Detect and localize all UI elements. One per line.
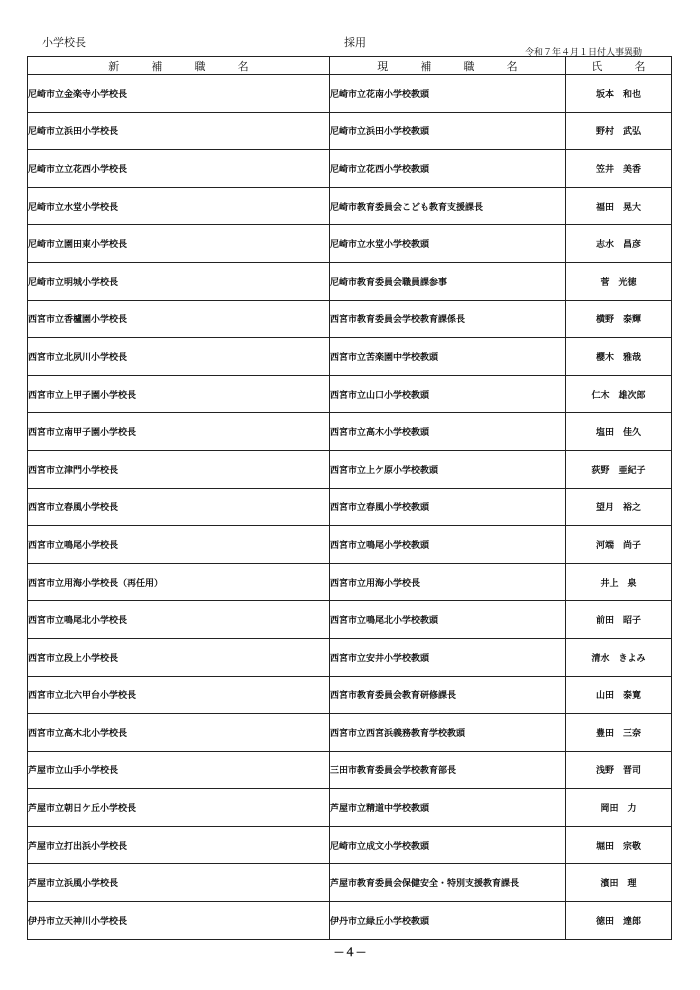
given-name: 昌彦 (623, 240, 642, 251)
new-post-cell: 西宮市立香櫨園小学校長 (28, 300, 330, 338)
current-post-cell: 尼崎市教育委員会こども教育支援課長 (330, 187, 566, 225)
personnel-table (27, 56, 672, 940)
family-name: 志水 (595, 240, 614, 251)
person-name-cell (566, 75, 672, 113)
new-post-cell: 尼崎市立浜田小学校長 (28, 112, 330, 150)
given-name: 晃大 (623, 202, 642, 213)
current-post-cell: 西宮市立鳴尾北小学校教頭 (330, 601, 566, 639)
person-name-cell (566, 150, 672, 188)
family-name: 堀田 (595, 841, 614, 852)
new-post-cell: 尼崎市立園田東小学校長 (28, 225, 330, 263)
category-label: 採用 (344, 36, 366, 49)
table-row (28, 338, 672, 376)
family-name: 望月 (595, 503, 614, 514)
table-row (28, 150, 672, 188)
given-name: 力 (627, 804, 637, 815)
person-name-cell (566, 826, 672, 864)
person-name-cell (566, 714, 672, 752)
person-name-cell (566, 864, 672, 902)
new-post-cell: 尼崎市立水堂小学校長 (28, 187, 330, 225)
current-post-cell: 尼崎市立花南小学校教頭 (330, 75, 566, 113)
header-current-post: 現 補 職 名 (330, 57, 566, 75)
given-name: 晋司 (623, 766, 642, 777)
current-post-cell: 西宮市立苦楽園中学校教頭 (330, 338, 566, 376)
family-name: 仁木 (591, 390, 610, 401)
new-post-cell: 西宮市立北六甲台小学校長 (28, 676, 330, 714)
current-post-cell: 伊丹市立緑丘小学校教頭 (330, 902, 566, 940)
family-name: 櫻木 (595, 352, 614, 363)
given-name: 裕之 (623, 503, 642, 514)
new-post-cell: 西宮市立高木北小学校長 (28, 714, 330, 752)
given-name: きよみ (618, 653, 646, 664)
person-name-cell (566, 563, 672, 601)
family-name: 浅野 (595, 766, 614, 777)
person-name-cell (566, 638, 672, 676)
new-post-cell: 西宮市立津門小学校長 (28, 450, 330, 488)
given-name: 宗敬 (623, 841, 642, 852)
family-name: 濱田 (600, 879, 619, 890)
table-row (28, 751, 672, 789)
new-post-cell: 芦屋市立浜風小学校長 (28, 864, 330, 902)
given-name: 亜紀子 (618, 465, 646, 476)
table-row (28, 262, 672, 300)
given-name: 泉 (627, 578, 637, 589)
table-row (28, 187, 672, 225)
person-name-cell (566, 300, 672, 338)
current-post-cell: 芦屋市立精道中学校教頭 (330, 789, 566, 827)
family-name: 井上 (600, 578, 619, 589)
given-name: 美香 (623, 164, 642, 175)
person-name-cell (566, 450, 672, 488)
new-post-cell: 西宮市立鳴尾北小学校長 (28, 601, 330, 639)
family-name: 岡田 (600, 804, 619, 815)
given-name: 理 (627, 879, 637, 890)
table-row (28, 789, 672, 827)
given-name: 光徳 (618, 277, 637, 288)
table-row (28, 112, 672, 150)
current-post-cell: 西宮市立鳴尾小学校教頭 (330, 526, 566, 564)
given-name: 佳久 (623, 428, 642, 439)
family-name: 河端 (595, 540, 614, 551)
person-name-cell (566, 601, 672, 639)
given-name: 武弘 (623, 127, 642, 138)
family-name: 福田 (595, 202, 614, 213)
table-row (28, 864, 672, 902)
person-name-cell (566, 902, 672, 940)
section-title: 小学校長 (42, 36, 86, 49)
table-row (28, 563, 672, 601)
table-row (28, 375, 672, 413)
current-post-cell: 西宮市立高木小学校教頭 (330, 413, 566, 451)
given-name: 雄次郎 (618, 390, 646, 401)
new-post-cell: 西宮市立南甲子園小学校長 (28, 413, 330, 451)
family-name: 山田 (595, 691, 614, 702)
current-post-cell: 西宮市立西宮浜義務教育学校教頭 (330, 714, 566, 752)
given-name: 和也 (623, 89, 642, 100)
table-row (28, 413, 672, 451)
person-name-cell (566, 375, 672, 413)
current-post-cell: 尼崎市立成文小学校教頭 (330, 826, 566, 864)
new-post-cell: 尼崎市立金楽寺小学校長 (28, 75, 330, 113)
given-name: 雅哉 (623, 352, 642, 363)
new-post-cell: 芦屋市立山手小学校長 (28, 751, 330, 789)
family-name: 清水 (591, 653, 610, 664)
table-row (28, 902, 672, 940)
current-post-cell: 尼崎市立水堂小学校教頭 (330, 225, 566, 263)
given-name: 尚子 (623, 540, 642, 551)
current-post-cell: 西宮市教育委員会教育研修課長 (330, 676, 566, 714)
current-post-cell: 西宮市教育委員会学校教育課係長 (330, 300, 566, 338)
current-post-cell: 西宮市立安井小学校教頭 (330, 638, 566, 676)
family-name: 横野 (595, 315, 614, 326)
table-row (28, 225, 672, 263)
new-post-cell: 尼崎市立立花西小学校長 (28, 150, 330, 188)
person-name-cell (566, 112, 672, 150)
person-name-cell (566, 225, 672, 263)
current-post-cell: 尼崎市立花西小学校教頭 (330, 150, 566, 188)
effective-date: 令和７年４月１日付人事異動 (524, 48, 642, 58)
new-post-cell: 尼崎市立明城小学校長 (28, 262, 330, 300)
family-name: 豊田 (595, 728, 614, 739)
new-post-cell: 西宮市立用海小学校長（再任用） (28, 563, 330, 601)
new-post-cell: 西宮市立段上小学校長 (28, 638, 330, 676)
family-name: 塩田 (595, 428, 614, 439)
page-number: －４－ (333, 946, 367, 959)
given-name: 達郎 (623, 916, 642, 927)
person-name-cell (566, 751, 672, 789)
new-post-cell: 西宮市立鳴尾小学校長 (28, 526, 330, 564)
current-post-cell: 西宮市立上ケ原小学校教頭 (330, 450, 566, 488)
family-name: 坂本 (595, 89, 614, 100)
table-row (28, 488, 672, 526)
person-name-cell (566, 488, 672, 526)
person-name-cell (566, 676, 672, 714)
family-name: 前田 (595, 616, 614, 627)
person-name-cell (566, 789, 672, 827)
new-post-cell: 西宮市立春風小学校長 (28, 488, 330, 526)
family-name: 笠井 (595, 164, 614, 175)
header-new-post: 新 補 職 名 (28, 57, 330, 75)
current-post-cell: 三田市教育委員会学校教育部長 (330, 751, 566, 789)
table-row (28, 450, 672, 488)
family-name: 菅 (600, 277, 610, 288)
current-post-cell: 西宮市立用海小学校長 (330, 563, 566, 601)
new-post-cell: 伊丹市立天神川小学校長 (28, 902, 330, 940)
given-name: 昭子 (623, 616, 642, 627)
family-name: 徳田 (595, 916, 614, 927)
current-post-cell: 尼崎市立浜田小学校教頭 (330, 112, 566, 150)
family-name: 荻野 (591, 465, 610, 476)
current-post-cell: 西宮市立山口小学校教頭 (330, 375, 566, 413)
given-name: 泰寛 (623, 691, 642, 702)
given-name: 三奈 (623, 728, 642, 739)
table-row (28, 676, 672, 714)
table-row (28, 826, 672, 864)
person-name-cell (566, 187, 672, 225)
table-row (28, 601, 672, 639)
table-header-row (28, 57, 672, 75)
person-name-cell (566, 413, 672, 451)
current-post-cell: 芦屋市教育委員会保健安全・特別支援教育課長 (330, 864, 566, 902)
person-name-cell (566, 338, 672, 376)
new-post-cell: 西宮市立上甲子園小学校長 (28, 375, 330, 413)
table-row (28, 714, 672, 752)
table-row (28, 526, 672, 564)
current-post-cell: 尼崎市教育委員会職員課参事 (330, 262, 566, 300)
new-post-cell: 芦屋市立打出浜小学校長 (28, 826, 330, 864)
table-row (28, 300, 672, 338)
given-name: 泰輝 (623, 315, 642, 326)
person-name-cell (566, 526, 672, 564)
header-name: 氏 名 (566, 57, 672, 75)
table-row (28, 638, 672, 676)
person-name-cell (566, 262, 672, 300)
new-post-cell: 西宮市立北夙川小学校長 (28, 338, 330, 376)
current-post-cell: 西宮市立春風小学校教頭 (330, 488, 566, 526)
table-row (28, 75, 672, 113)
new-post-cell: 芦屋市立朝日ケ丘小学校長 (28, 789, 330, 827)
family-name: 野村 (595, 127, 614, 138)
